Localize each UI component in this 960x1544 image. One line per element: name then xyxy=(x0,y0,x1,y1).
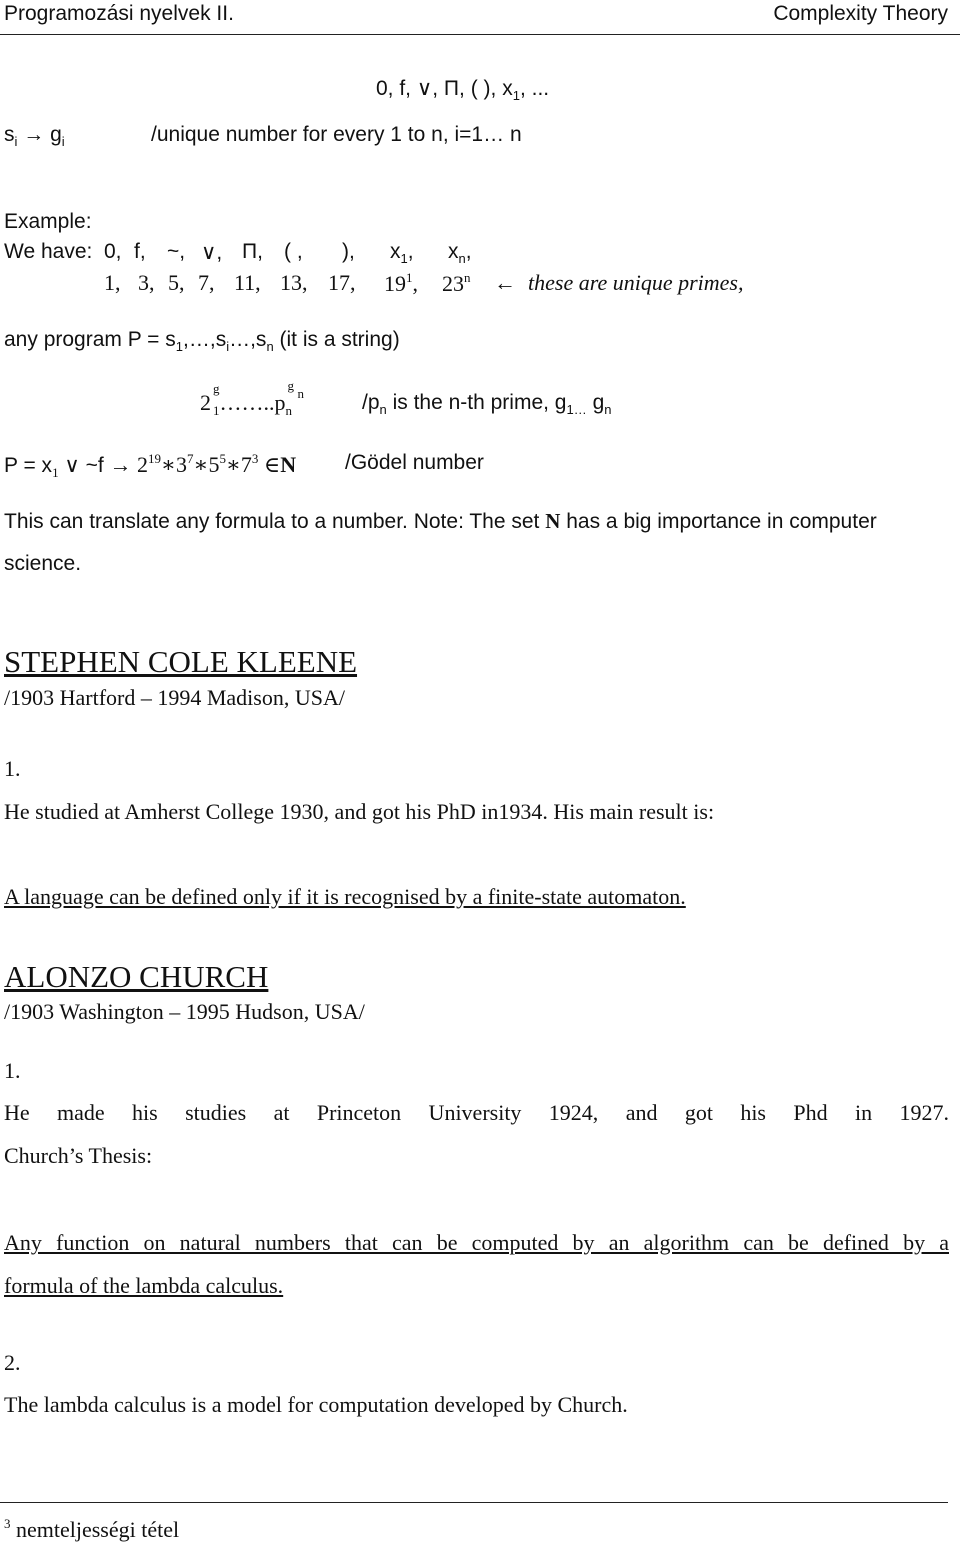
church-number-2: 2. xyxy=(4,1350,21,1375)
church-dates: /1903 Washington – 1995 Hudson, USA/ xyxy=(4,999,365,1024)
godel-formula: $P = x_1$ ∨ ~f → $2^{19}∗3^7∗5^5∗7^3$ ∈N xyxy=(4,451,297,480)
right-arrow-icon: → xyxy=(109,452,132,477)
church-thesis-line-2: formula of the lambda calculus. xyxy=(4,1273,284,1298)
church-bio-line-1: He made his studies at Princeton University 1924, and got his Phd in 1927. xyxy=(4,1100,949,1125)
program-line: any program $P = s_1,\dots,s_i\dots,s_n$ (it is a string) xyxy=(4,328,400,354)
example-heading: Example: xyxy=(4,210,92,233)
prime-description: $/p_n$ is the n-th prime, $g_{1\dots}$ $g_n$ xyxy=(362,391,612,417)
mapping-line: $s_i \to g_i$ xyxy=(4,123,65,149)
kleene-result: A language can be defined only if it is recognised by a finite-state automaton. xyxy=(4,884,686,909)
header-rule xyxy=(0,34,960,35)
translate-line-1: This can translate any formula to a number. Note: The set N has a big importance in computer xyxy=(4,509,877,533)
kleene-dates: /1903 Hartford – 1994 Madison, USA/ xyxy=(4,685,345,710)
header-left-title: Programozási nyelvek II. xyxy=(4,2,234,25)
header-right-title: Complexity Theory xyxy=(773,2,948,25)
left-arrow-icon: ← xyxy=(494,270,516,295)
translate-line-2: science. xyxy=(4,552,82,575)
symbols-line: 0, f, ∨, Π, ( ), $x_1$, ... xyxy=(376,77,550,103)
church-number-1: 1. xyxy=(4,1058,21,1083)
kleene-number: 1. xyxy=(4,756,21,781)
church-thesis-line-1: Any function on natural numbers that can be computed by an algorithm can be defined by a xyxy=(4,1230,949,1255)
church-bio-line-2: Church’s Thesis: xyxy=(4,1143,153,1168)
footnote-rule xyxy=(0,1502,948,1503)
kleene-bio: He studied at Amherst College 1930, and got his PhD in1934. His main result is: xyxy=(4,799,715,824)
godel-label: /Gödel number xyxy=(345,451,484,474)
mapping-description: /unique number for every 1 to n, i=1… n xyxy=(151,123,522,146)
example-have-label: We have: xyxy=(4,240,93,263)
lambda-sentence: The lambda calculus is a model for computation developed by Church. xyxy=(4,1392,628,1417)
footnote: $^3$ nemteljességi tétel xyxy=(4,1516,180,1542)
prime-power-formula: 2 g $_1\dots\dots..p_n$ g n xyxy=(200,378,304,418)
kleene-heading: STEPHEN COLE KLEENE xyxy=(4,644,358,679)
church-heading: ALONZO CHURCH xyxy=(4,959,269,994)
